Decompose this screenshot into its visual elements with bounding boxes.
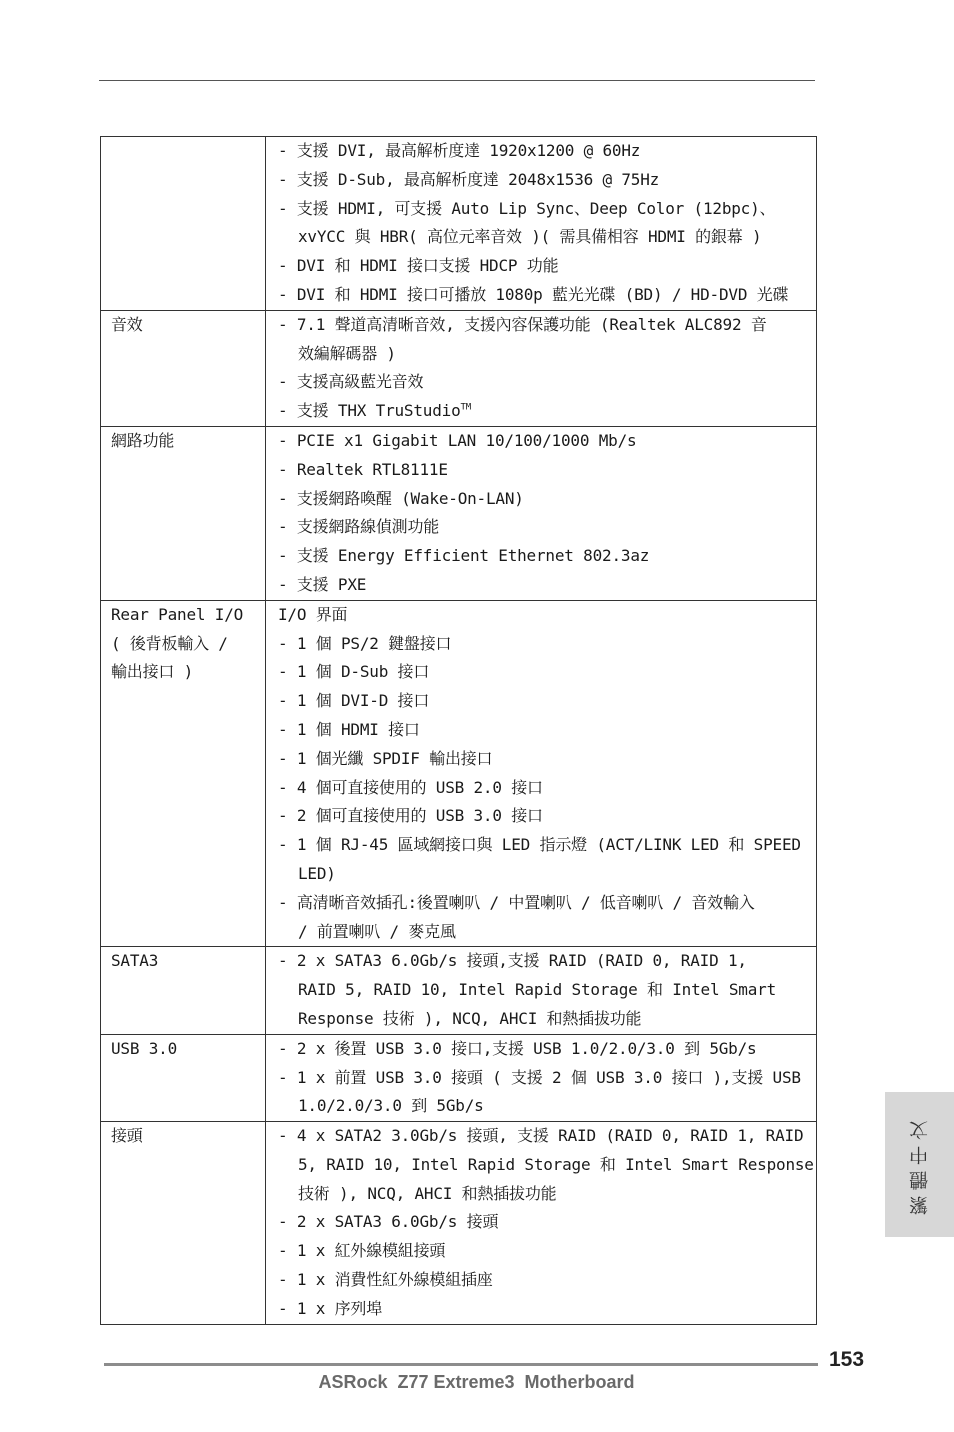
spec-line-text: - 1 個光纖 SPDIF 輸出接口 [278, 748, 493, 768]
spec-label: ( 後背板輸入 / [111, 633, 228, 653]
spec-line [278, 774, 816, 803]
spec-line-text: - 1 個 RJ-45 區域網接口與 LED 指示燈 (ACT/LINK LED 和 SPEED [278, 835, 801, 855]
spec-label: 輸出接口 ) [111, 662, 194, 682]
spec-line [278, 281, 816, 310]
spec-line [278, 542, 816, 571]
spec-row [101, 426, 817, 600]
spec-line [278, 1237, 816, 1266]
spec-label-cell [101, 1034, 266, 1121]
spec-line [278, 860, 816, 889]
spec-line-text: - 1 個 PS/2 鍵盤接口 [278, 633, 452, 653]
spec-line-text: - 支援 PXE [278, 574, 367, 594]
spec-line [278, 195, 816, 224]
spec-line-text: - 支援網路喚醒 (Wake-On-LAN) [278, 488, 524, 508]
spec-line [278, 889, 816, 918]
spec-line-text: 5, RAID 10, Intel Rapid Storage 和 Intel Smart Response [298, 1154, 814, 1174]
spec-line [278, 1035, 816, 1064]
spec-label-cell [101, 310, 266, 426]
spec-line [278, 630, 816, 659]
spec-line-text: - 2 x SATA3 6.0Gb/s 接頭,支援 RAID (RAID 0, RAID 1, [278, 951, 747, 971]
spec-line-text: LED) [298, 863, 336, 883]
spec-line-text: 技術 ), NCQ, AHCI 和熱插拔功能 [298, 1183, 557, 1203]
spec-line [278, 601, 816, 630]
spec-line-text: I/O 界面 [278, 604, 348, 624]
spec-line-text: - PCIE x1 Gigabit LAN 10/100/1000 Mb/s [278, 430, 637, 450]
spec-line [278, 427, 816, 456]
page-number: 153 [829, 1348, 865, 1371]
spec-line-text: / 前置喇叭 / 麥克風 [298, 921, 456, 941]
spec-label-cell [101, 137, 266, 311]
spec-line [278, 745, 816, 774]
spec-line-text: - 1 x 消費性紅外線模組插座 [278, 1270, 493, 1290]
spec-line [278, 223, 816, 252]
spec-line-text: - 1 個 D-Sub 接口 [278, 662, 430, 682]
spec-label: SATA3 [111, 951, 159, 971]
spec-line-text: - 1 x 序列埠 [278, 1298, 382, 1318]
spec-line [278, 658, 816, 687]
spec-line-text: - 支援 D-Sub, 最高解析度達 2048x1536 @ 75Hz [278, 169, 660, 189]
spec-line [278, 1266, 816, 1295]
spec-content-cell [266, 1034, 817, 1121]
spec-label-cell [101, 426, 266, 600]
spec-label-cell [101, 600, 266, 947]
spec-content-cell [266, 426, 817, 600]
spec-content-cell [266, 137, 817, 311]
spec-line [278, 1122, 816, 1151]
spec-line-text: - 支援 DVI, 最高解析度達 1920x1200 @ 60Hz [278, 141, 641, 160]
spec-row [101, 1034, 817, 1121]
trademark-mark: TM [460, 402, 471, 413]
spec-line [278, 456, 816, 485]
spec-label [111, 137, 265, 166]
spec-table-body [101, 137, 817, 1325]
spec-line-text: - 4 個可直接使用的 USB 2.0 接口 [278, 777, 543, 797]
spec-line [278, 311, 816, 340]
spec-label: USB 3.0 [111, 1038, 178, 1058]
spec-line-text: xvYCC 與 HBR( 高位元率音效 )( 需具備相容 HDMI 的銀幕 ) [298, 227, 762, 247]
spec-line-text: - 支援 HDMI, 可支援 Auto Lip Sync、Deep Color (12bpc)、 [278, 198, 776, 218]
spec-line [278, 976, 816, 1005]
language-tab-label: 繁體中文 [909, 1114, 931, 1215]
spec-line [278, 1064, 816, 1093]
spec-line-text: - 2 x 後置 USB 3.0 接口,支援 USB 1.0/2.0/3.0 到 5Gb/s [278, 1038, 757, 1058]
spec-line [278, 368, 816, 397]
spec-line-text: - 2 x SATA3 6.0Gb/s 接頭 [278, 1212, 499, 1232]
spec-line [278, 1180, 816, 1209]
spec-line-text: - 1 x 紅外線模組接頭 [278, 1241, 446, 1261]
spec-line [278, 716, 816, 745]
spec-line-text: - 支援網路線偵測功能 [278, 517, 440, 537]
spec-table [100, 136, 817, 1325]
spec-line [278, 571, 816, 600]
spec-line [278, 1005, 816, 1034]
spec-content-cell [266, 600, 817, 947]
bottom-rule [104, 1363, 818, 1366]
spec-line-text: - DVI 和 HDMI 接口支援 HDCP 功能 [278, 256, 559, 276]
spec-label: 網路功能 [111, 430, 175, 450]
spec-line-text: - DVI 和 HDMI 接口可播放 1080p 藍光光碟 (BD) / HD-DVD 光碟 [278, 284, 789, 304]
spec-line-text: - 支援高級藍光音效 [278, 372, 424, 392]
spec-row [101, 310, 817, 426]
spec-line [278, 918, 816, 947]
spec-line [278, 947, 816, 976]
spec-line-text: 1.0/2.0/3.0 到 5Gb/s [298, 1096, 484, 1116]
spec-content-cell [266, 1122, 817, 1325]
spec-line [278, 252, 816, 281]
spec-content-cell [266, 947, 817, 1034]
spec-label: 接頭 [111, 1126, 143, 1146]
spec-line [278, 1295, 816, 1324]
spec-line-text: - 4 x SATA2 3.0Gb/s 接頭, 支援 RAID (RAID 0, RAID 1, RAID [278, 1126, 804, 1146]
spec-label: Rear Panel I/O [111, 604, 244, 624]
spec-line-text: - 7.1 聲道高清晰音效, 支援內容保護功能 (Realtek ALC892 音 [278, 314, 767, 334]
spec-line [278, 397, 816, 426]
spec-content-cell [266, 310, 817, 426]
spec-row [101, 137, 817, 311]
spec-line [278, 137, 816, 166]
spec-line-text: - 支援 THX TruStudio [278, 401, 461, 421]
spec-line [278, 1092, 816, 1121]
footer-title: ASRock Z77 Extreme3 Motherboard [318, 1372, 635, 1392]
spec-label-cell [101, 1122, 266, 1325]
spec-label: 音效 [111, 314, 143, 334]
spec-line [278, 687, 816, 716]
top-rule [99, 80, 815, 81]
spec-line-text: - 1 x 前置 USB 3.0 接頭 ( 支援 2 個 USB 3.0 接口 ),支援 USB [278, 1067, 801, 1087]
spec-line [278, 1151, 816, 1180]
spec-line-text: - 高清晰音效插孔:後置喇叭 / 中置喇叭 / 低音喇叭 / 音效輸入 [278, 892, 755, 912]
spec-row [101, 947, 817, 1034]
spec-row [101, 1122, 817, 1325]
spec-line [278, 166, 816, 195]
spec-line [278, 513, 816, 542]
spec-line [278, 340, 816, 369]
spec-line-text: Response 技術 ), NCQ, AHCI 和熱插拔功能 [298, 1008, 642, 1028]
spec-line-text: - 1 個 HDMI 接口 [278, 719, 420, 739]
spec-label-cell [101, 947, 266, 1034]
spec-line [278, 485, 816, 514]
spec-row [101, 600, 817, 947]
spec-line-text: - Realtek RTL8111E [278, 459, 448, 479]
language-side-tab [885, 1092, 954, 1237]
spec-line-text: RAID 5, RAID 10, Intel Rapid Storage 和 Intel Smart [298, 980, 777, 1000]
spec-line-text: 效編解碼器 ) [298, 343, 396, 363]
spec-line [278, 831, 816, 860]
spec-line-text: - 支援 Energy Efficient Ethernet 802.3az [278, 546, 650, 566]
spec-line-text: - 2 個可直接使用的 USB 3.0 接口 [278, 806, 543, 826]
spec-line-text: - 1 個 DVI-D 接口 [278, 691, 430, 711]
spec-line [278, 1208, 816, 1237]
spec-line [278, 802, 816, 831]
